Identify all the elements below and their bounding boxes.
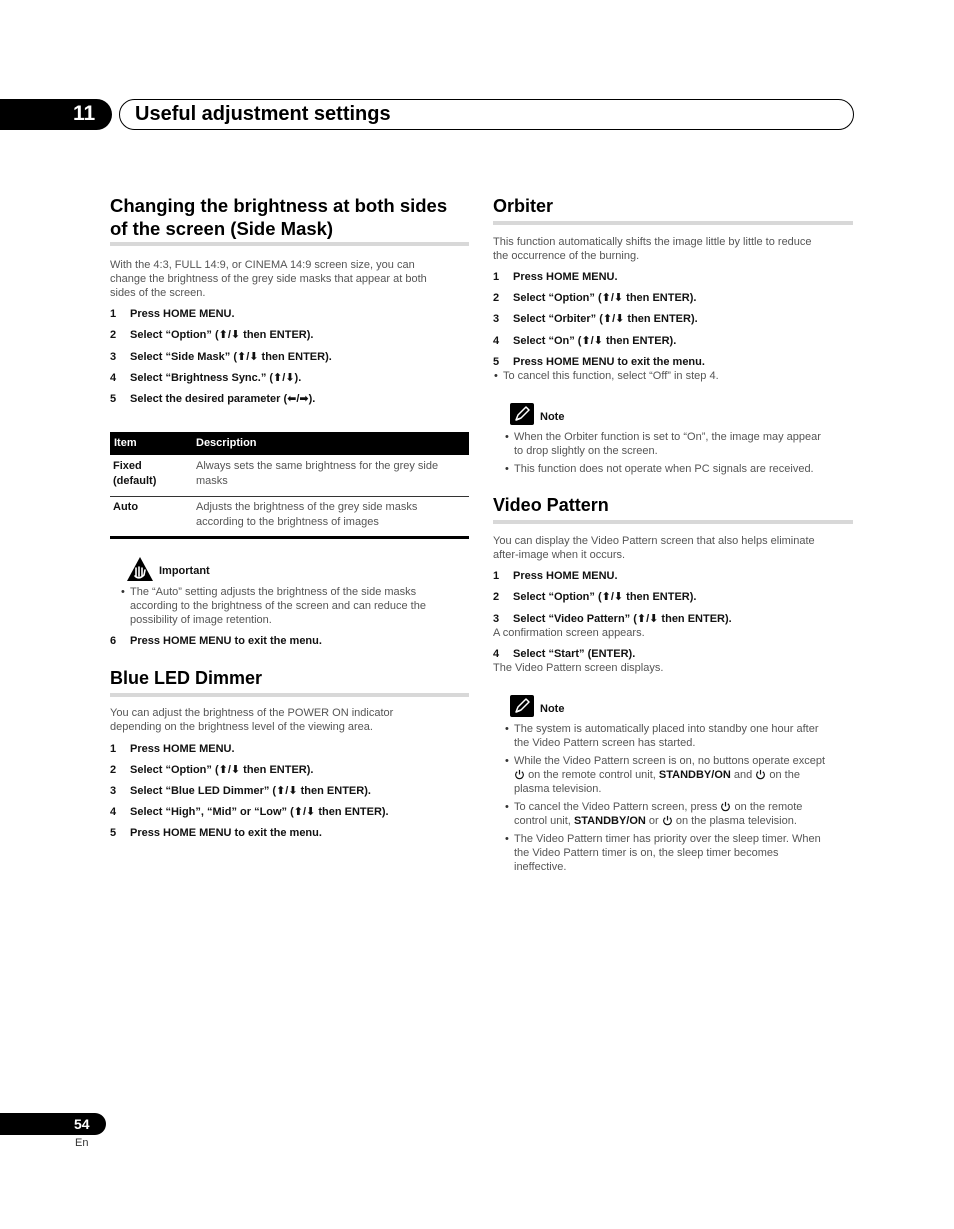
intro-line: depending on the brightness level of the viewing area.	[110, 721, 373, 733]
step-text: Select “Option” (⬆/⬇ then ENTER).	[130, 764, 314, 776]
step-text: Select “Side Mask” (⬆/⬇ then ENTER).	[130, 351, 332, 363]
important-line: • The “Auto” setting adjusts the brightness of the side masks	[130, 586, 417, 598]
video-pattern-note-1	[514, 722, 853, 750]
standby-on-label: STANDBY/ON	[658, 769, 731, 781]
power-icon	[755, 769, 766, 780]
step-number: 1	[493, 570, 500, 582]
step-text: Press HOME MENU to exit the menu.	[130, 635, 322, 647]
step-text: Select “Option” (⬆/⬇ then ENTER).	[513, 591, 697, 603]
orbiter-step-1	[493, 270, 853, 284]
intro-line: You can adjust the brightness of the POWER ON indicator	[110, 707, 394, 719]
video-pattern-step-4	[493, 647, 853, 661]
note-label: Note	[540, 703, 565, 715]
video-pattern-step-3	[493, 612, 853, 626]
step-number: 1	[110, 308, 117, 320]
orbiter-note-1	[514, 430, 853, 458]
desc-line: Always sets the same brightness for the grey side	[196, 460, 439, 472]
item-line: Fixed	[113, 460, 142, 472]
item-line: Auto	[113, 501, 139, 513]
blue-led-step-2	[110, 763, 469, 777]
side-mask-heading-line2: of the screen (Side Mask)	[110, 218, 334, 239]
desc-line: masks	[196, 475, 228, 487]
orbiter-step-3	[493, 312, 853, 326]
orbiter-note-2	[514, 462, 853, 476]
orbiter-step-2	[493, 291, 853, 305]
important-text	[130, 585, 469, 627]
chapter-number: 11	[73, 102, 96, 125]
note-label: Note	[540, 411, 565, 423]
step-text: Press HOME MENU to exit the menu.	[130, 827, 322, 839]
important-line: possibility of image retention.	[130, 614, 272, 626]
step-number: 1	[110, 743, 117, 755]
note-line: • While the Video Pattern screen is on, no buttons operate except	[514, 755, 826, 767]
note-text: and	[733, 769, 753, 781]
note-line	[514, 800, 853, 814]
note-line	[514, 814, 853, 828]
table-bottom-rule	[110, 536, 469, 539]
step-number: 2	[110, 764, 117, 776]
step-text: Press HOME MENU.	[513, 570, 618, 582]
blue-led-step-4	[110, 805, 469, 819]
side-mask-step-4	[110, 371, 469, 385]
table-cell-item	[113, 459, 188, 489]
step-text: Press HOME MENU.	[513, 271, 618, 283]
power-icon	[662, 815, 673, 826]
blue-led-step-1	[110, 742, 469, 756]
step-number: 4	[493, 648, 500, 660]
table-header-item: Item	[114, 437, 137, 449]
step-number: 2	[493, 292, 500, 304]
table-cell-description	[196, 459, 468, 489]
step-text: Select “Blue LED Dimmer” (⬆/⬇ then ENTER).	[130, 785, 371, 797]
step-text: Select “High”, “Mid” or “Low” (⬆/⬇ then ENTER).	[130, 806, 389, 818]
step-number: 1	[493, 271, 500, 283]
step-text: Press HOME MENU.	[130, 308, 235, 320]
item-line: (default)	[113, 475, 157, 487]
table-header-description: Description	[196, 437, 257, 449]
intro-line: This function automatically shifts the image little by little to reduce	[493, 236, 812, 248]
note-line: • When the Orbiter function is set to “On”, the image may appear	[514, 431, 821, 443]
intro-line: With the 4:3, FULL 14:9, or CINEMA 14:9 screen size, you can	[110, 259, 415, 271]
blue-led-heading: Blue LED Dimmer	[110, 667, 469, 697]
note-text: To cancel the Video Pattern screen, press	[514, 801, 718, 813]
note-line: ineffective.	[514, 861, 567, 873]
video-pattern-step-1	[493, 569, 853, 583]
intro-line: change the brightness of the grey side masks that appear at both	[110, 273, 427, 285]
note-line: • The system is automatically placed into standby one hour after	[514, 723, 819, 735]
note-text: on the plasma television.	[675, 815, 797, 827]
blue-led-intro	[110, 706, 469, 734]
page-number: 54	[74, 1116, 90, 1132]
step-number: 3	[493, 613, 500, 625]
step-number: 5	[110, 827, 117, 839]
desc-line: Adjusts the brightness of the grey side masks	[196, 501, 418, 513]
step-number: 5	[493, 356, 500, 368]
page-number-tab	[0, 1113, 106, 1135]
note-icon	[510, 695, 534, 717]
important-line: according to the brightness of the screen and can reduce the	[130, 600, 426, 612]
table-header	[110, 432, 469, 455]
table-row-divider	[110, 496, 469, 497]
step-text: Select “Option” (⬆/⬇ then ENTER).	[513, 292, 697, 304]
power-icon	[720, 801, 731, 812]
note-text: on the	[769, 769, 800, 781]
step-text: Press HOME MENU to exit the menu.	[513, 356, 705, 368]
step-text: Select “Brightness Sync.” (⬆/⬇).	[130, 372, 302, 384]
video-pattern-step-2	[493, 590, 853, 604]
step-number: 6	[110, 635, 117, 647]
standby-on-label: STANDBY/ON	[573, 815, 646, 827]
page-language: En	[75, 1137, 89, 1149]
step-number: 4	[493, 335, 500, 347]
step-number: 5	[110, 393, 117, 405]
warning-icon	[126, 556, 154, 582]
orbiter-step-4	[493, 334, 853, 348]
orbiter-intro	[493, 235, 853, 263]
step-text: Press HOME MENU.	[130, 743, 235, 755]
side-mask-step-6	[110, 634, 469, 648]
note-line: to drop slightly on the screen.	[514, 445, 658, 457]
step-text: Select “On” (⬆/⬇ then ENTER).	[513, 335, 677, 347]
video-pattern-step3-result: A confirmation screen appears.	[493, 627, 645, 639]
video-pattern-note-3	[514, 800, 853, 828]
power-icon	[514, 769, 525, 780]
video-pattern-note-2	[514, 754, 853, 796]
intro-line: You can display the Video Pattern screen that also helps eliminate	[493, 535, 815, 547]
step-text: Select “Start” (ENTER).	[513, 648, 636, 660]
step-number: 3	[110, 351, 117, 363]
note-line: plasma television.	[514, 783, 602, 795]
blue-led-step-3	[110, 784, 469, 798]
video-pattern-step4-result: The Video Pattern screen displays.	[493, 662, 664, 674]
side-mask-step-3	[110, 350, 469, 364]
note-line	[514, 768, 853, 782]
side-mask-heading	[110, 194, 469, 246]
step-number: 3	[110, 785, 117, 797]
video-pattern-intro	[493, 534, 853, 562]
step-text: Select “Option” (⬆/⬇ then ENTER).	[130, 329, 314, 341]
intro-line: sides of the screen.	[110, 287, 206, 299]
note-line: the Video Pattern timer is on, the sleep timer becomes	[514, 847, 779, 859]
side-mask-step-5	[110, 392, 469, 406]
desc-line: according to the brightness of images	[196, 516, 379, 528]
video-pattern-heading: Video Pattern	[493, 494, 853, 524]
note-text: on the remote control unit,	[528, 769, 656, 781]
step-number: 2	[493, 591, 500, 603]
side-mask-heading-line1: Changing the brightness at both sides	[110, 195, 448, 216]
orbiter-step-5	[493, 355, 853, 369]
note-line: • This function does not operate when PC signals are received.	[514, 463, 814, 475]
orbiter-heading: Orbiter	[493, 195, 853, 225]
note-text: control unit,	[514, 815, 571, 827]
step-text: Select the desired parameter (⬅/➡).	[130, 393, 316, 405]
table-cell-description	[196, 500, 468, 530]
side-mask-intro	[110, 258, 469, 300]
note-line: • The Video Pattern timer has priority over the sleep timer. When	[514, 833, 821, 845]
table-cell-item	[113, 500, 188, 515]
note-text: on the remote	[734, 801, 803, 813]
step-number: 4	[110, 806, 117, 818]
note-text: or	[648, 815, 659, 827]
side-mask-step-1	[110, 307, 469, 321]
intro-line: the occurrence of the burning.	[493, 250, 640, 262]
side-mask-step-2	[110, 328, 469, 342]
step-number: 2	[110, 329, 117, 341]
blue-led-step-5	[110, 826, 469, 840]
step-text: Select “Video Pattern” (⬆/⬇ then ENTER).	[513, 613, 732, 625]
step-text: Select “Orbiter” (⬆/⬇ then ENTER).	[513, 313, 698, 325]
note-icon	[510, 403, 534, 425]
step-number: 4	[110, 372, 117, 384]
step-number: 3	[493, 313, 500, 325]
orbiter-cancel-tip: • To cancel this function, select “Off” in step 4.	[503, 369, 851, 383]
intro-line: after-image when it occurs.	[493, 549, 626, 561]
important-label: Important	[159, 565, 210, 577]
note-line: the Video Pattern screen has started.	[514, 737, 696, 749]
chapter-title: Useful adjustment settings	[135, 103, 391, 125]
video-pattern-note-4	[514, 832, 853, 874]
